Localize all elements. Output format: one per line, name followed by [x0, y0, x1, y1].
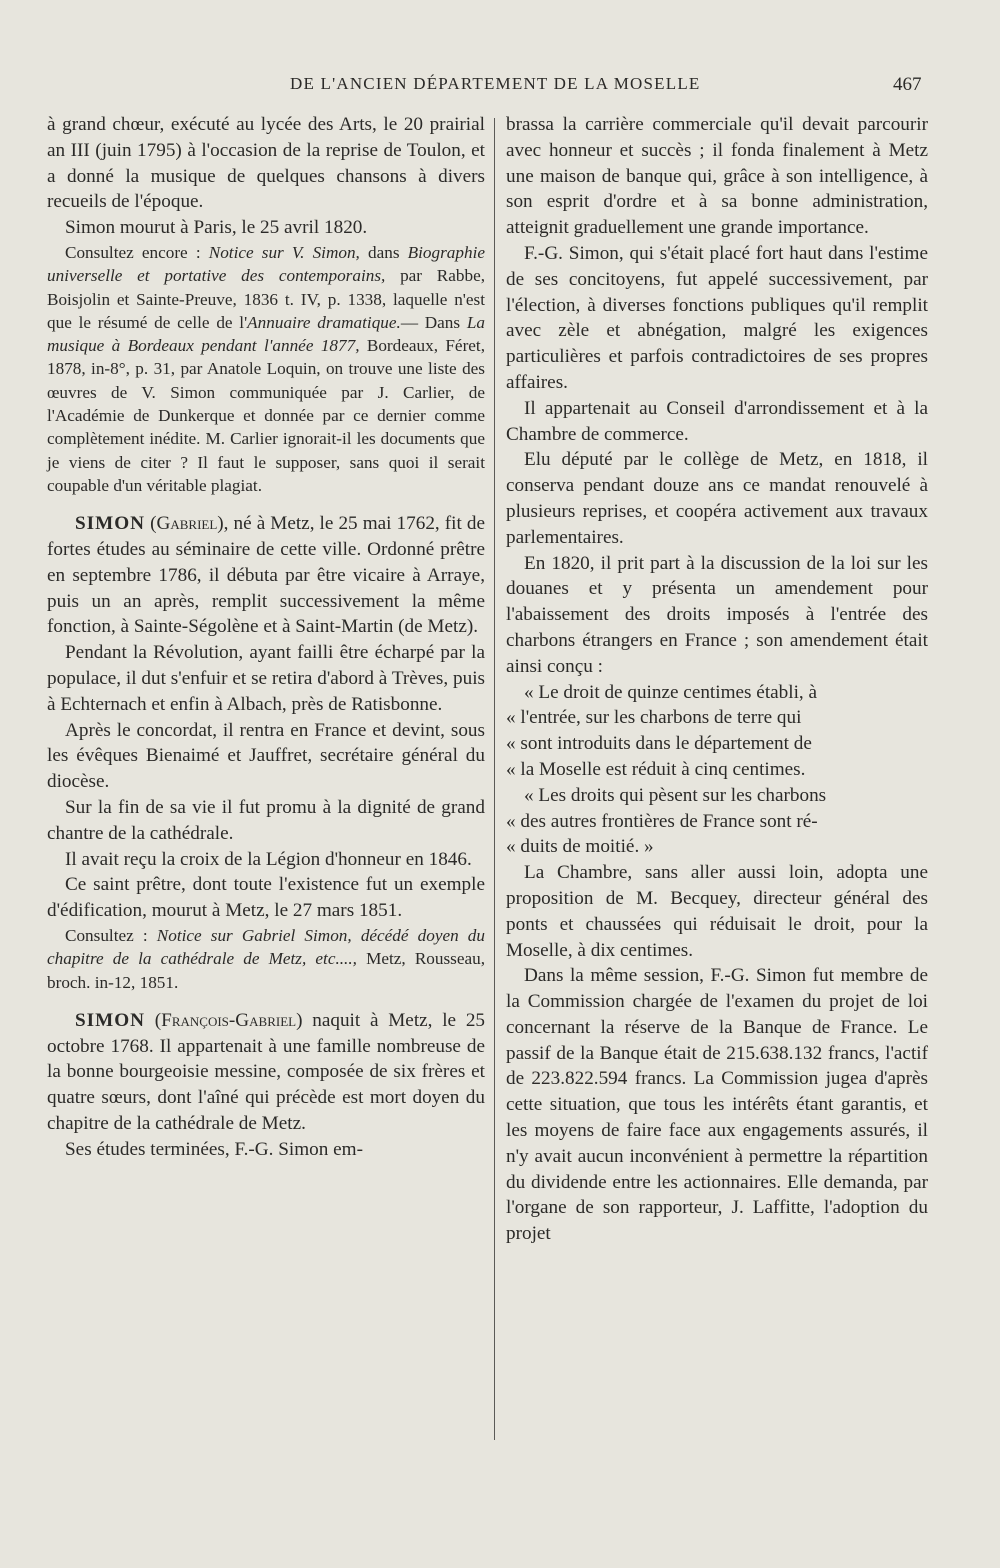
- paragraph: Il avait reçu la croix de la Légion d'honneur en 1846.: [65, 848, 472, 870]
- quote-line: « Les droits qui pèsent sur les charbons: [524, 784, 827, 806]
- note-title: Notice sur V. Simon,: [208, 242, 360, 262]
- paragraph: Il appartenait au Conseil d'arrondissement et à la Chambre de commerce.: [506, 397, 928, 445]
- note-text: Bordeaux, Féret, 1878, in-8°, p. 31, par Anatole Loquin, on trouve une liste des œuvres de V. Simon communiquée par J. Carlier, de l'Académie de Dunkerque et donnée par ce dernier comme complètement inédite. M. Carlier ignorait-il les documents que je viens de citer ? Il faut le supposer, sans quoi il serait coupable d'un véritable plagiat.: [47, 336, 485, 495]
- note-text: par Rabbe, Boisjolin et Sainte-Preuve, 1836 t. IV, p. 1338, laquelle n'est que le résumé de celle de l': [47, 266, 486, 332]
- bibliographic-note: [47, 924, 485, 994]
- entry-name: SIMON: [75, 513, 146, 535]
- biography-entry-francois-gabriel: [47, 1008, 485, 1137]
- biography-entry-gabriel: [47, 511, 485, 640]
- paragraph: F.-G. Simon, qui s'était placé fort haut dans l'estime de ses concitoyens, fut appelé successivement, par l'élection, à diverses fonctions publiques qu'il remplit avec zèle et abnégation, malgré les exigences particulières et parfois contradictoires de ses propres affaires.: [506, 242, 928, 393]
- note-text: Consultez :: [65, 926, 157, 945]
- entry-name: SIMON: [75, 1009, 146, 1031]
- column-divider: [494, 118, 495, 1440]
- paragraph: Simon mourut à Paris, le 25 avril 1820.: [65, 217, 368, 239]
- note-text: dans: [359, 242, 408, 262]
- note-title: Biographie universelle et portative des contemporains,: [47, 242, 485, 286]
- paragraph: La Chambre, sans aller aussi loin, adopta une proposition de M. Becquey, directeur général des ponts et chaussées qui réduisait le droit, pour la Moselle, à dix centimes.: [506, 862, 928, 961]
- entry-text: naquit à Metz, le 25 octobre 1768. Il appartenait à une famille nombreuse de la bonne bourgeoisie messine, composée de six frères et quatre sœurs, dont l'aîné qui précède est mort doyen du chapitre de la cathédrale de Metz.: [47, 1009, 486, 1135]
- quote-line: « duits de moitié. »: [506, 836, 654, 858]
- right-column: [506, 112, 928, 1247]
- note-title: Notice sur Gabriel Simon, décédé doyen du chapitre de la cathédrale de Metz, etc....,: [47, 926, 485, 969]
- paragraph: Dans la même session, F.-G. Simon fut membre de la Commission chargée de l'examen du projet de loi concernant la réserve de la Banque de France. Le passif de la Banque était de 215.638.132 francs, l'actif de 223.822.594 francs. La Commission jugea d'après cette situation, que tous les intérêts étant garantis, et les moyens de faire face aux engagements assurés, il n'y avait aucun inconvénient à permettre la répartition du dividende entre les actionnaires. Elle demanda, par l'organe de son rapporteur, J. Laffitte, l'adoption du projet: [506, 965, 928, 1245]
- running-head: DE L'ANCIEN DÉPARTEMENT DE LA MOSELLE: [290, 74, 701, 93]
- note-title: Annuaire dramatique.: [247, 312, 401, 332]
- left-column: [47, 112, 485, 1163]
- bibliographic-note: [47, 241, 485, 497]
- quote-line: « sont introduits dans le département de: [506, 733, 812, 755]
- paragraph: Elu député par le collège de Metz, en 1818, il conserva pendant douze ans ce mandat renouvelé à plusieurs reprises, et coopéra activement aux travaux parlementaires.: [506, 449, 928, 548]
- paragraph: à grand chœur, exécuté au lycée des Arts, le 20 prairial an III (juin 1795) à l'occasion de la reprise de Toulon, et a donné la musique de quelques chansons à divers recueils de l'époque.: [47, 114, 485, 213]
- paragraph: brassa la carrière commerciale qu'il devait parcourir avec honneur et succès ; il fonda finalement à Metz une maison de banque qui, grâce à son intelligence, à son esprit d'ordre et à sa bonne administration, atteignit graduellement une grande importance.: [506, 114, 928, 239]
- page-header: [0, 70, 1000, 100]
- note-text: Consultez encore :: [65, 242, 209, 262]
- paragraph: Pendant la Révolution, ayant failli être écharpé par la populace, il dut s'enfuir et se retira d'abord à Trèves, puis à Echternach et enfin à Albach, près de Ratisbonne.: [47, 642, 485, 715]
- entry-given-name: (François-Gabriel): [145, 1009, 313, 1031]
- quote-line: « l'entrée, sur les charbons de terre qui: [506, 707, 802, 729]
- paragraph: En 1820, il prit part à la discussion de la loi sur les douanes et y présenta un amendement pour l'abaissement des droits imposés à l'entrée des charbons étrangers en France ; son amendement était ainsi conçu :: [506, 552, 928, 677]
- entry-given-name: (Gabriel),: [145, 513, 234, 535]
- paragraph: Ce saint prêtre, dont toute l'existence fut un exemple d'édification, mourut à Metz, le 27 mars 1851.: [47, 874, 485, 922]
- paragraph: Après le concordat, il rentra en France et devint, sous les évêques Bienaimé et Jauffret, secrétaire général du diocèse.: [47, 719, 485, 793]
- paragraph: Sur la fin de sa vie il fut promu à la dignité de grand chantre de la cathédrale.: [47, 797, 485, 844]
- note-text: — Dans: [400, 312, 467, 332]
- quote-line: « Le droit de quinze centimes établi, à: [524, 681, 818, 703]
- quote-line: « des autres frontières de France sont ré-: [506, 810, 818, 832]
- quote-line: « la Moselle est réduit à cinq centimes.: [506, 758, 806, 780]
- note-title: La musique à Bordeaux pendant l'année 1877,: [47, 312, 486, 356]
- entry-text: né à Metz, le 25 mai 1762, fit de fortes études au séminaire de cette ville. Ordonné prêtre en septembre 1786, il débuta par être vicaire à Arraye, puis un an après, remplit successivement la même fonction, à Sainte-Ségolène et à Saint-Martin (de Metz).: [47, 513, 485, 638]
- page-number: 467: [893, 74, 922, 95]
- paragraph: Ses études terminées, F.-G. Simon em-: [65, 1138, 363, 1160]
- note-text: Metz, Rousseau, broch. in-12, 1851.: [47, 949, 485, 992]
